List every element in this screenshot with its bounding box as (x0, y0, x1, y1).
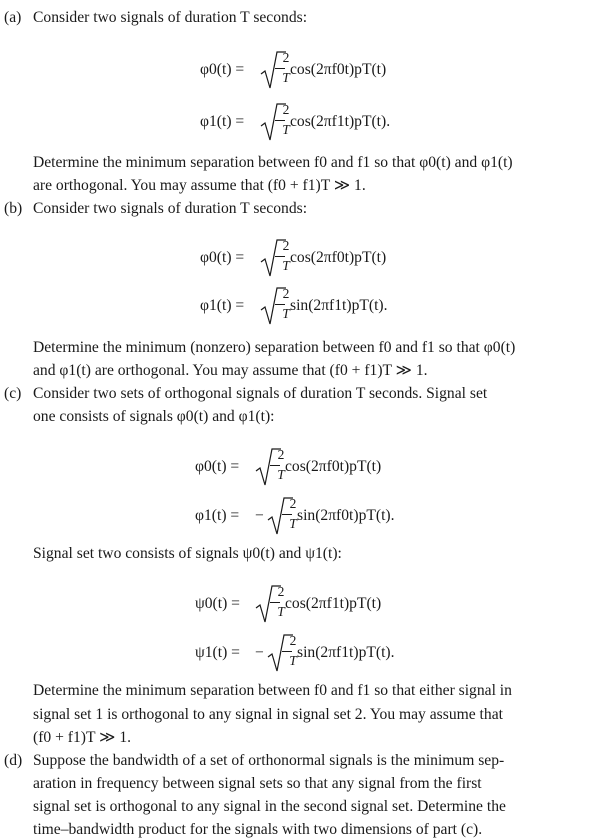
part-b-question-line-1: Determine the minimum (nonzero) separation between f0 and f1 so that φ0(t) (33, 339, 516, 356)
part-d-label: (d) (4, 752, 23, 769)
part-b-label: (b) (4, 200, 23, 217)
part-a-question-line-1: Determine the minimum separation between f0 and f1 so that φ0(t) and φ1(t) (33, 154, 513, 171)
equation-rhs: sin(2πf1t)pT(t). (290, 297, 388, 314)
part-d-line-1: Suppose the bandwidth of a set of orthonormal signals is the minimum sep- (33, 752, 505, 769)
part-c-question-line-2: signal set 1 is orthogonal to any signal in signal set 2. You may assume that (33, 706, 503, 723)
part-a-intro: Consider two signals of duration T seconds: (33, 9, 308, 26)
minus-sign: − (255, 644, 264, 661)
part-a-question-line-2: are orthogonal. You may assume that (f0 + f1)T ≫ 1. (33, 177, 366, 194)
fraction-denominator: T (277, 604, 285, 619)
equation-rhs: cos(2πf1t)pT(t). (290, 113, 391, 130)
part-c-label: (c) (4, 385, 22, 402)
equation-rhs: cos(2πf0t)pT(t) (290, 249, 387, 266)
fraction-denominator: T (282, 306, 290, 321)
fraction-numerator: 2 (277, 447, 285, 462)
fraction-denominator: T (282, 258, 290, 273)
part-a-equation-1 (200, 50, 460, 90)
fraction-denominator: T (277, 467, 285, 482)
equation-lhs: φ0(t) = (200, 249, 245, 266)
equation-lhs: ψ0(t) = (195, 595, 240, 612)
equation-rhs: sin(2πf0t)pT(t). (297, 507, 395, 524)
equation-lhs: φ0(t) = (200, 61, 245, 78)
part-b-equation-1 (200, 238, 460, 278)
fraction-denominator: T (282, 122, 290, 137)
fraction-bar (270, 602, 280, 603)
equation-rhs: sin(2πf1t)pT(t). (297, 644, 395, 661)
part-d-line-2: aration in frequency between signal sets so that any signal from the first (33, 775, 482, 792)
part-d-line-4: time–bandwidth product for the signals with two dimensions of part (c). (33, 821, 483, 838)
part-c-question-line-1: Determine the minimum separation between f0 and f1 so that either signal in (33, 682, 512, 699)
part-c-set-two-intro: Signal set two consists of signals ψ0(t) and ψ1(t): (33, 545, 342, 562)
equation-rhs: cos(2πf0t)pT(t) (285, 458, 382, 475)
fraction-bar (275, 256, 285, 257)
part-a-equation-2 (200, 102, 460, 142)
fraction-denominator: T (289, 516, 297, 531)
fraction-denominator: T (289, 653, 297, 668)
equation-lhs: φ1(t) = (195, 507, 240, 524)
fraction-bar (270, 465, 280, 466)
minus-sign: − (255, 507, 264, 524)
fraction-bar (282, 651, 292, 652)
part-a-label: (a) (4, 9, 22, 26)
fraction-bar (275, 120, 285, 121)
part-b-equation-2 (200, 286, 460, 326)
part-c-question-line-3: (f0 + f1)T ≫ 1. (33, 729, 132, 746)
fraction-numerator: 2 (282, 50, 290, 65)
equation-lhs: φ1(t) = (200, 297, 245, 314)
part-c-intro-line-2: one consists of signals φ0(t) and φ1(t): (33, 408, 275, 425)
fraction-bar (275, 304, 285, 305)
equation-rhs: cos(2πf0t)pT(t) (290, 61, 387, 78)
fraction-numerator: 2 (277, 584, 285, 599)
part-c-equation-1 (195, 447, 455, 487)
fraction-bar (275, 68, 285, 69)
fraction-numerator: 2 (282, 238, 290, 253)
fraction-numerator: 2 (282, 286, 290, 301)
part-c-equation-2 (195, 496, 465, 536)
part-c-equation-3 (195, 584, 455, 624)
fraction-denominator: T (282, 70, 290, 85)
part-b-question-line-2: and φ1(t) are orthogonal. You may assume that (f0 + f1)T ≫ 1. (33, 362, 428, 379)
equation-rhs: cos(2πf1t)pT(t) (285, 595, 382, 612)
equation-lhs: ψ1(t) = (195, 644, 240, 661)
part-c-intro-line-1: Consider two sets of orthogonal signals of duration T seconds. Signal set (33, 385, 488, 402)
part-c-equation-4 (195, 633, 465, 673)
equation-lhs: φ0(t) = (195, 458, 240, 475)
part-b-intro: Consider two signals of duration T seconds: (33, 200, 308, 217)
fraction-numerator: 2 (282, 102, 290, 117)
fraction-numerator: 2 (289, 496, 297, 511)
fraction-numerator: 2 (289, 633, 297, 648)
fraction-bar (282, 514, 292, 515)
part-d-line-3: signal set is orthogonal to any signal in the second signal set. Determine the (33, 798, 506, 815)
equation-lhs: φ1(t) = (200, 113, 245, 130)
